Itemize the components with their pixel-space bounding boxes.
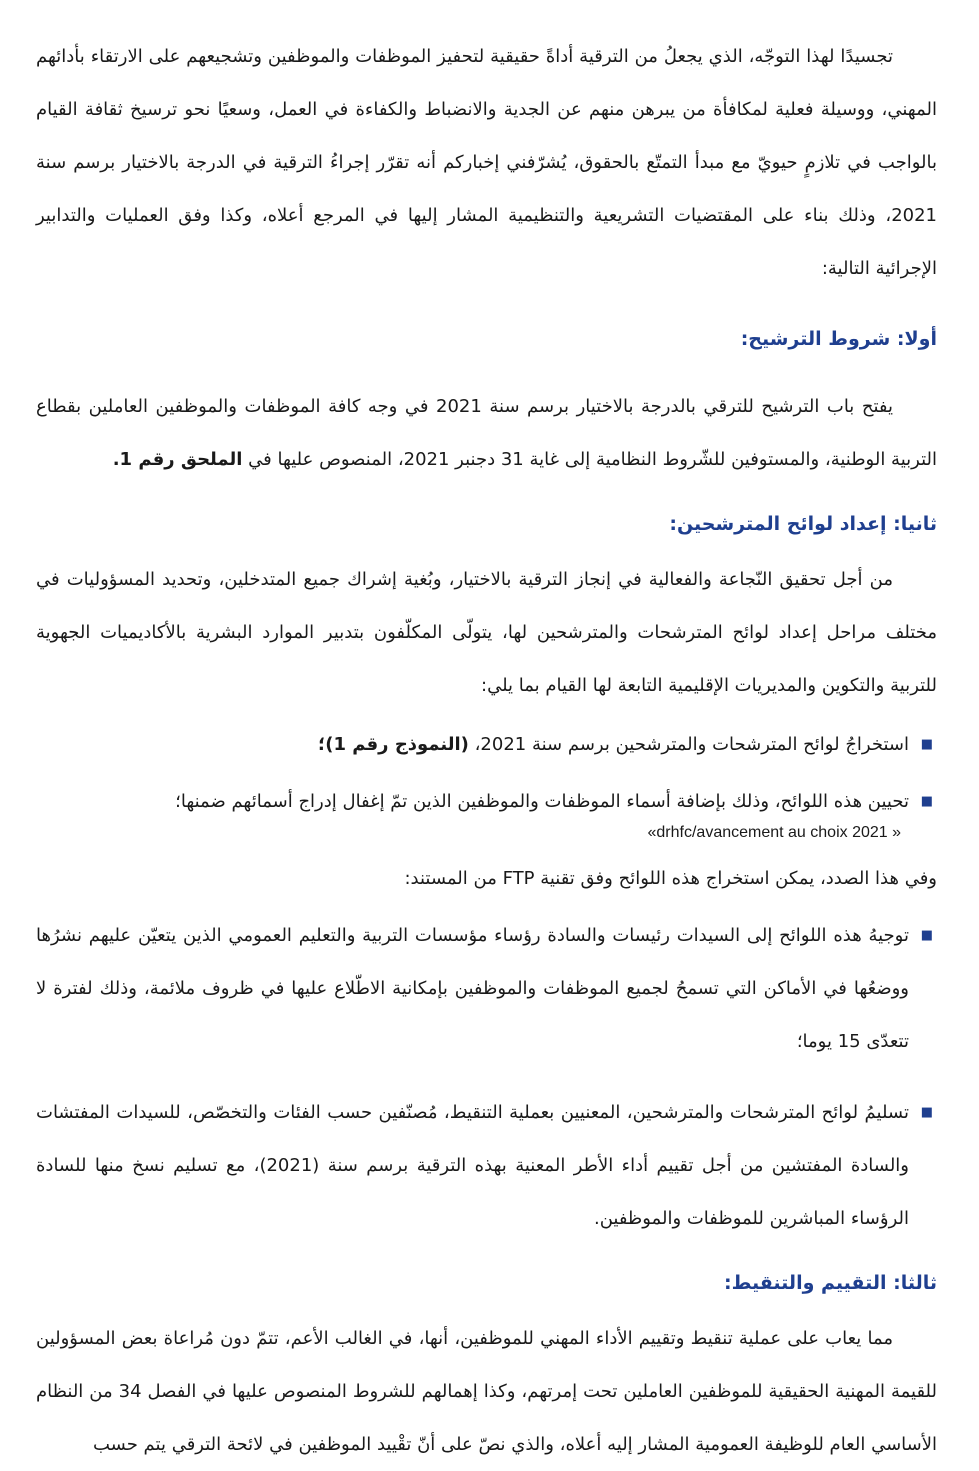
bullet-item-4 xyxy=(36,1086,937,1245)
bullet-4-text: تسليمُ لوائح المترشحات والمترشحين، المعنيين بعملية التنقيط، مُصنّفين حسب الفئات والتخصّص، للسيدات المفتشات والسادة المفتشين من أجل تقييم أداء الأطر المعنية بهذه الترقية برسم سنة (2021)، مع تسليم نسخ منها للسادة الرؤساء المباشرين للموظفات والموظفين. xyxy=(36,1102,909,1229)
bullet-item-2 xyxy=(36,775,937,828)
square-bullet-icon: ■ xyxy=(920,928,933,943)
square-bullet-icon: ■ xyxy=(920,737,933,752)
bullet-2-text: تحيين هذه اللوائح، وذلك بإضافة أسماء الموظفات والموظفين الذين تمّ إغفال إدراج أسمائهم ضمنها؛ xyxy=(175,791,909,812)
bullet-item-3 xyxy=(36,909,937,1068)
model-reference: (النموذج رقم 1)؛ xyxy=(318,734,469,755)
intro-paragraph: تجسيدًا لهذا التوجّه، الذي يجعلُ من الترقية أداةً حقيقية لتحفيز الموظفات والموظفين وتشجيعهم على الارتقاء بأدائهم المهني، ووسيلة فعلية لمكافأة من يبرهن منهم عن الجدية والانضباط والكفاءة في العمل، وسعيًا نحو ترسيخ ثقافة القيام بالواجب في تلازمٍ حيويّ مع مبدأ التمتّع بالحقوق، يُشرّفني إخباركم أنه تقرّر إجراءُ الترقية في الدرجة بالاختيار برسم سنة 2021، وذلك بناء على المقتضيات التشريعية والتنظيمية المشار إليها في المرجع أعلاه، وكذا وفق العمليات والتدابير الإجرائية التالية: xyxy=(36,46,937,279)
bullet-3-text: توجيهُ هذه اللوائح إلى السيدات رئيسات والسادة رؤساء مؤسسات التربية والتعليم العمومي الذين يتعيّن عليهم نشرُها ووضعُها في الأماكن التي تسمحُ لجميع الموظفات والموظفين بإمكانية الاطّلاع عليها في ظروف ملائمة، وذلك لفترة لا تتعدّى 15 يوما؛ xyxy=(36,925,909,1052)
section-1-paragraph xyxy=(36,380,937,486)
section-1-heading: أولا: شروط الترشيح: xyxy=(740,328,937,350)
ftp-instruction: وفي هذا الصدد، يمكن استخراج هذه اللوائح وفق تقنية FTP من المستند: xyxy=(404,868,937,889)
square-bullet-icon: ■ xyxy=(920,1105,933,1120)
section-1-text: يفتح باب الترشيح للترقي بالدرجة بالاختيار برسم سنة 2021 في وجه كافة الموظفات والموظفين العاملين بقطاع التربية الوطنية، والمستوفين للشّروط النظامية إلى غاية 31 دجنبر 2021، المنصوص عليها في xyxy=(36,396,937,470)
bullet-item-1 xyxy=(36,718,937,771)
section-2-paragraph: من أجل تحقيق النّجاعة والفعالية في إنجاز الترقية بالاختيار، وبُغية إشراك جميع المتدخلين، وتحديد المسؤوليات في مختلف مراحل إعداد لوائح المترشحات والمترشحين لها، يتولّى المكلّفون بتدبير الموارد البشرية بالأكاديميات الجهوية للتربية والتكوين والمديريات الإقليمية التابعة لها القيام بما يلي: xyxy=(36,569,937,696)
section-3-paragraph: مما يعاب على عملية تنقيط وتقييم الأداء المهني للموظفين، أنها، في الغالب الأعم، تتمّ دون مُراعاة بعض المسؤولين للقيمة المهنية الحقيقية للموظفين العاملين تحت إمرتهم، وكذا إهمالهم للشروط المنصوص عليها في الفصل 34 من النظام الأساسي العام للوظيفة العمومية المشار إليه أعلاه، والذي نصّ على أنّ تقْييد الموظفين في لائحة الترقي يتم حسب xyxy=(36,1328,937,1455)
section-3-heading: ثالثا: التقييم والتنقيط: xyxy=(724,1272,937,1294)
square-bullet-icon: ■ xyxy=(920,794,933,809)
annex-reference: الملحق رقم 1. xyxy=(112,449,243,470)
section-2-heading: ثانيا: إعداد لوائح المترشحين: xyxy=(669,513,937,535)
bullet-1-text: استخراجُ لوائح المترشحات والمترشحين برسم سنة 2021، xyxy=(468,734,909,755)
ftp-path-line: «drhfc/avancement au choix 2021 » xyxy=(647,824,901,841)
